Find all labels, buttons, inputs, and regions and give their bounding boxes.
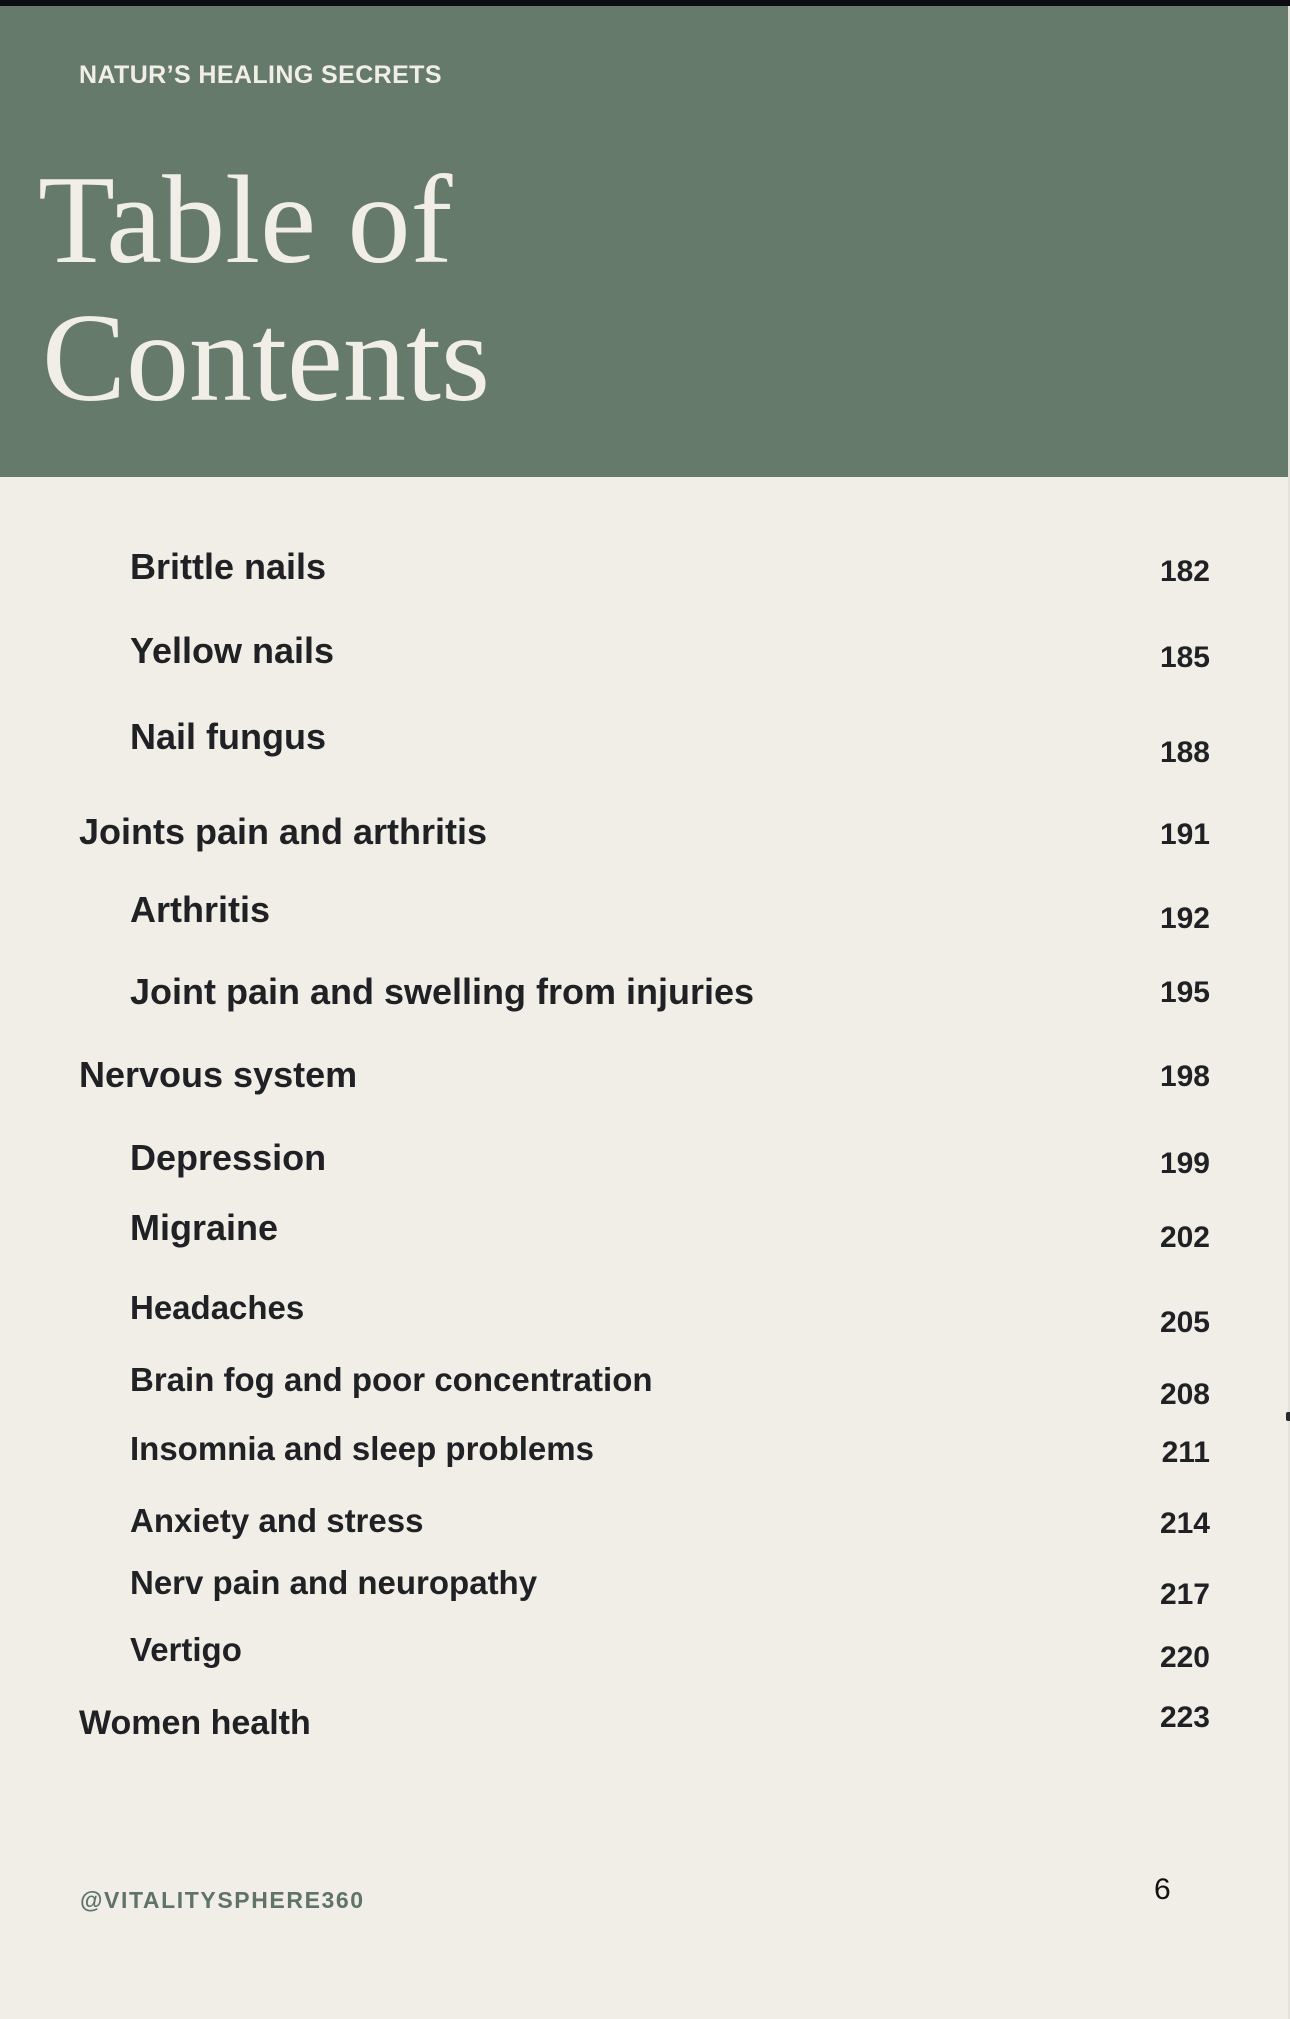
page-title-line-1: Table of xyxy=(38,151,453,290)
toc-entry-label: Anxiety and stress xyxy=(130,1502,424,1539)
page-title xyxy=(38,152,490,428)
toc-entry-label: Depression xyxy=(130,1137,327,1178)
toc-entry-page: 205 xyxy=(1159,1306,1210,1339)
toc-entry-page: 185 xyxy=(1159,641,1210,674)
page-header xyxy=(0,6,1288,477)
toc-entry-label: Migraine xyxy=(130,1207,279,1248)
book-title-kicker: NATUR’S HEALING SECRETS xyxy=(79,61,442,89)
toc-entry-label: Brittle nails xyxy=(130,546,327,587)
toc-entry-label: Nail fungus xyxy=(130,716,326,757)
toc-entry-label: Brain fog and poor concentration xyxy=(130,1361,653,1398)
toc-entry-page: 220 xyxy=(1159,1641,1210,1674)
toc-entry-page: 208 xyxy=(1159,1378,1210,1411)
toc-entry-label: Insomnia and sleep problems xyxy=(130,1430,594,1467)
toc-entry-page: 198 xyxy=(1159,1060,1210,1093)
social-handle: @VITALITYSPHERE360 xyxy=(80,1887,365,1913)
toc-entry-page: 202 xyxy=(1159,1221,1210,1254)
adjacent-page-mark xyxy=(1286,1412,1290,1421)
toc-entry-page: 192 xyxy=(1159,902,1210,935)
toc-entry-page: 182 xyxy=(1159,555,1210,588)
toc-entry-page: 191 xyxy=(1159,818,1210,851)
toc-entry-label: Nervous system xyxy=(79,1054,358,1095)
toc-entry-label: Yellow nails xyxy=(130,630,335,671)
toc-entry-page: 217 xyxy=(1159,1578,1210,1611)
toc-entry-page: 223 xyxy=(1159,1701,1210,1734)
page-title-line-2: Contents xyxy=(42,289,491,428)
toc-entry-label: Vertigo xyxy=(130,1631,242,1668)
toc-entry-page: 211 xyxy=(1161,1436,1210,1469)
toc-entry-label: Joint pain and swelling from injuries xyxy=(130,971,755,1012)
page-number: 6 xyxy=(1154,1873,1171,1906)
toc-entry-page: 195 xyxy=(1159,976,1210,1009)
toc-entry-label: Joints pain and arthritis xyxy=(79,811,488,852)
toc-entry-label: Arthritis xyxy=(130,889,271,930)
toc-entry-page: 199 xyxy=(1159,1147,1210,1180)
toc-entry-label: Women health xyxy=(79,1704,311,1742)
toc-entry-page: 188 xyxy=(1159,736,1210,769)
toc-entry-label: Nerv pain and neuropathy xyxy=(130,1564,538,1601)
toc-entry-page: 214 xyxy=(1159,1507,1210,1540)
toc-entry-label: Headaches xyxy=(130,1289,305,1326)
